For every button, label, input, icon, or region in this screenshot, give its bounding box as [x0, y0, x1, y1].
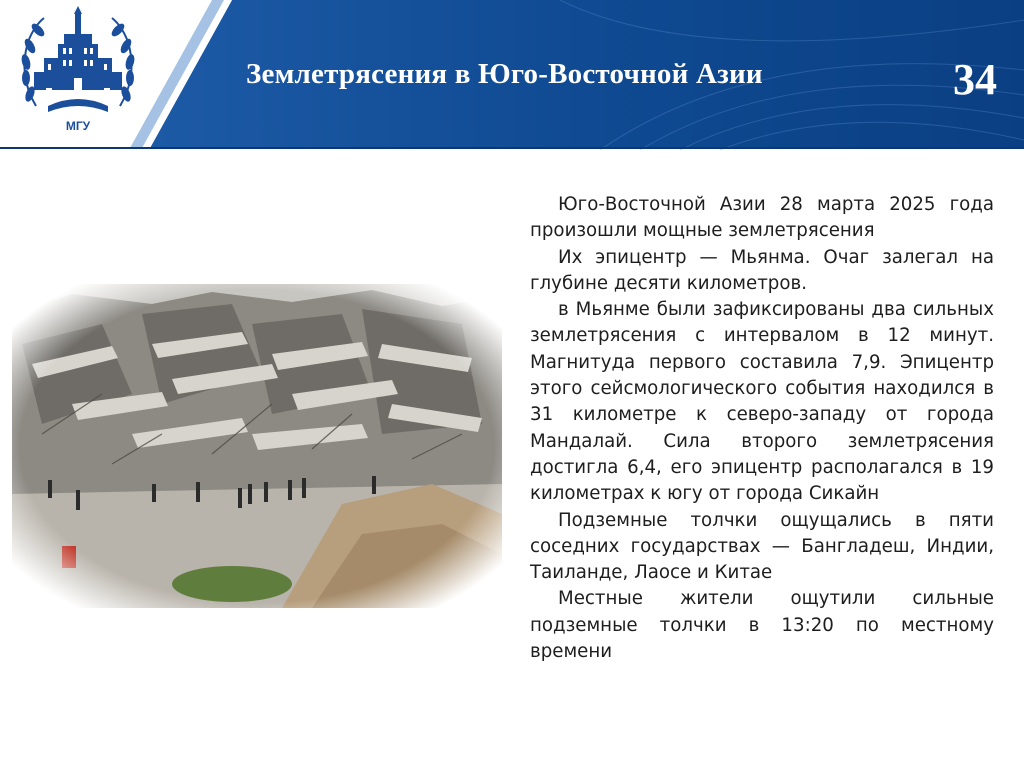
msu-logo — [14, 6, 142, 138]
earthquake-photo — [12, 284, 502, 608]
paragraph-2: Их эпицентр — Мьянма. Очаг залегал на глубине десяти километров. — [530, 246, 994, 294]
paragraph-1: Юго-Восточной Азии 28 марта 2025 года произошли мощные землетрясения — [530, 194, 994, 242]
body-text — [530, 192, 994, 665]
msu-emblem-icon — [14, 6, 142, 138]
paragraph-3: в Мьянме были зафиксированы два сильных землетрясения с интервалом в 12 минут. Магнитуда первого составила 7,9. Эпицентр этого сейсмологического события находился в 31 километре к северо-западу от города Мандалай. Сила второго землетрясения достигла 6,4, его эпицентр располагался в 19 километрах к югу от города Сикайн — [530, 299, 994, 505]
header-banner — [0, 0, 1024, 150]
slide-number: 34 — [953, 55, 997, 104]
paragraph-5: Местные жители ощутили сильные подземные толчки в 13:20 по местному времени — [530, 588, 994, 663]
logo-text: МГУ — [65, 119, 91, 133]
paragraph-4: Подземные толчки ощущались в пяти соседних государствах — Бангладеш, Индии, Таиланде, Лаосе и Китае — [530, 509, 994, 584]
collapsed-building-photo-icon — [12, 284, 502, 608]
slide-title: Землетрясения в Юго-Восточной Азии — [246, 58, 763, 90]
